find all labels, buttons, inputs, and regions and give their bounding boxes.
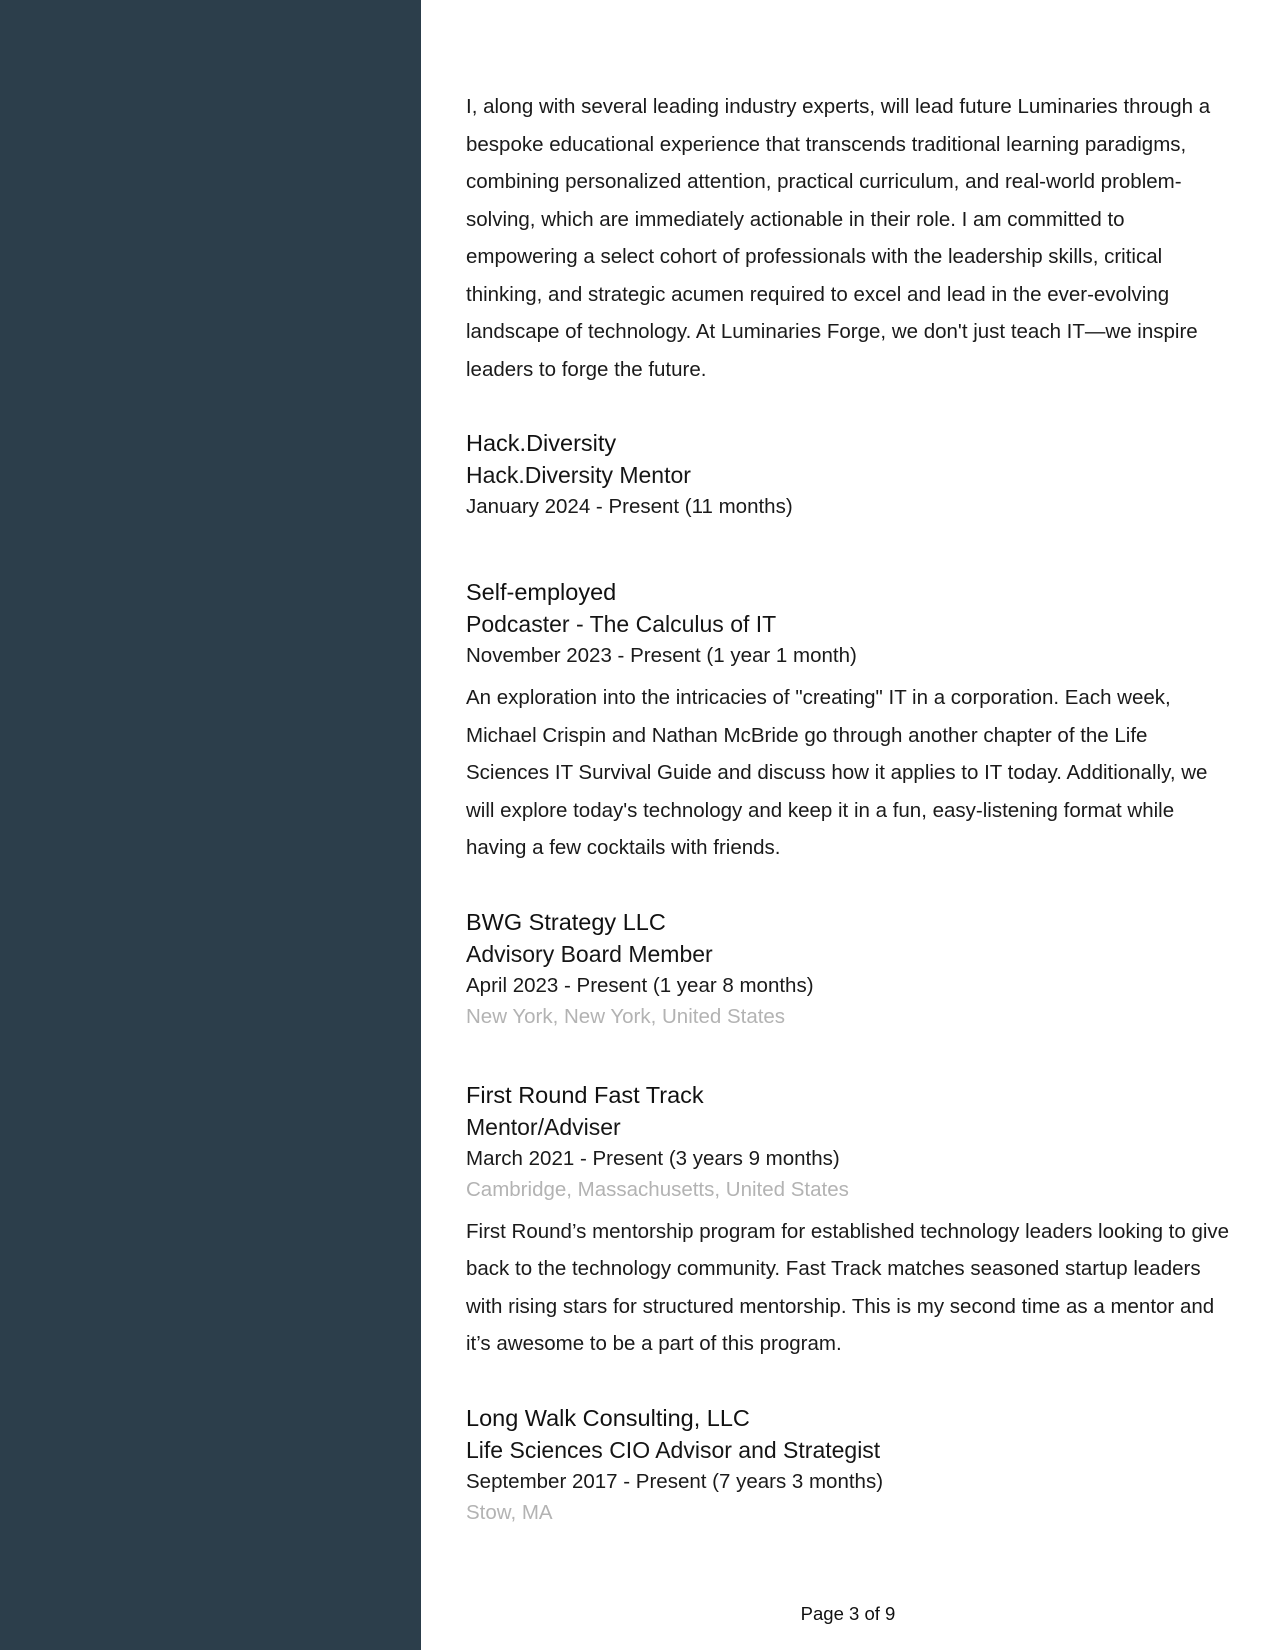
job-location: New York, New York, United States <box>466 1004 786 1028</box>
job-dates: March 2021 - Present (3 years 9 months) <box>466 1146 840 1170</box>
job-dates: January 2024 - Present (11 months) <box>466 495 793 518</box>
intro-paragraph: I, along with several leading industry experts, will lead future Luminaries through a bespoke educational experience that transcends traditional learning paradigms, combining personalized attention, practical curriculum, and real-world problem-solving, which are immediately actionable in their role. I am committed to empowering a select cohort of professionals with the leadership skills, critical thinking, and strategic acumen required to excel and lead in the ever-evolving landscape of technology. At Luminaries Forge, we don't just teach IT—we inspire leaders to forge the future. <box>466 95 1211 381</box>
job-description: First Round’s mentorship program for established technology leaders looking to give back to the technology community. Fast Track matches seasoned startup leaders with rising stars for structured mentorship. This is my second time as a mentor and it’s awesome to be a part of this program. <box>466 1219 1230 1355</box>
job-title: Advisory Board Member <box>466 940 713 967</box>
job-dates: April 2023 - Present (1 year 8 months) <box>466 973 814 997</box>
job-description: An exploration into the intricacies of "creating" IT in a corporation. Each week, Michael Crispin and Nathan McBride go through another chapter of the Life Sciences IT Survival Guide and discuss how it applies to IT today. Additionally, we will explore today's technology and keep it in a fun, easy-listening format while having a few cocktails with friends. <box>466 686 1208 859</box>
position-hack-diversity <box>466 428 1236 522</box>
position-long-walk-consulting <box>466 1403 1236 1528</box>
company-name: Self-employed <box>466 579 617 605</box>
page-number: Page 3 of 9 <box>800 1603 896 1624</box>
sidebar-panel <box>0 0 421 1650</box>
position-self-employed <box>466 577 1236 867</box>
resume-main-content <box>466 88 1236 1528</box>
job-title: Podcaster - The Calculus of IT <box>466 611 777 637</box>
position-first-round-fast-track <box>466 1080 1236 1363</box>
position-bwg-strategy <box>466 907 1236 1032</box>
job-title: Life Sciences CIO Advisor and Strategist <box>466 1436 881 1463</box>
job-location: Cambridge, Massachusetts, United States <box>466 1177 849 1201</box>
company-name: BWG Strategy LLC <box>466 908 666 935</box>
company-name: Hack.Diversity <box>466 430 617 456</box>
job-dates: November 2023 - Present (1 year 1 month) <box>466 644 857 667</box>
company-name: First Round Fast Track <box>466 1081 704 1108</box>
job-title: Hack.Diversity Mentor <box>466 462 691 488</box>
page-footer <box>421 1603 1275 1625</box>
company-name: Long Walk Consulting, LLC <box>466 1404 750 1431</box>
job-title: Mentor/Adviser <box>466 1113 621 1140</box>
job-dates: September 2017 - Present (7 years 3 months) <box>466 1469 884 1493</box>
job-location: Stow, MA <box>466 1500 553 1524</box>
